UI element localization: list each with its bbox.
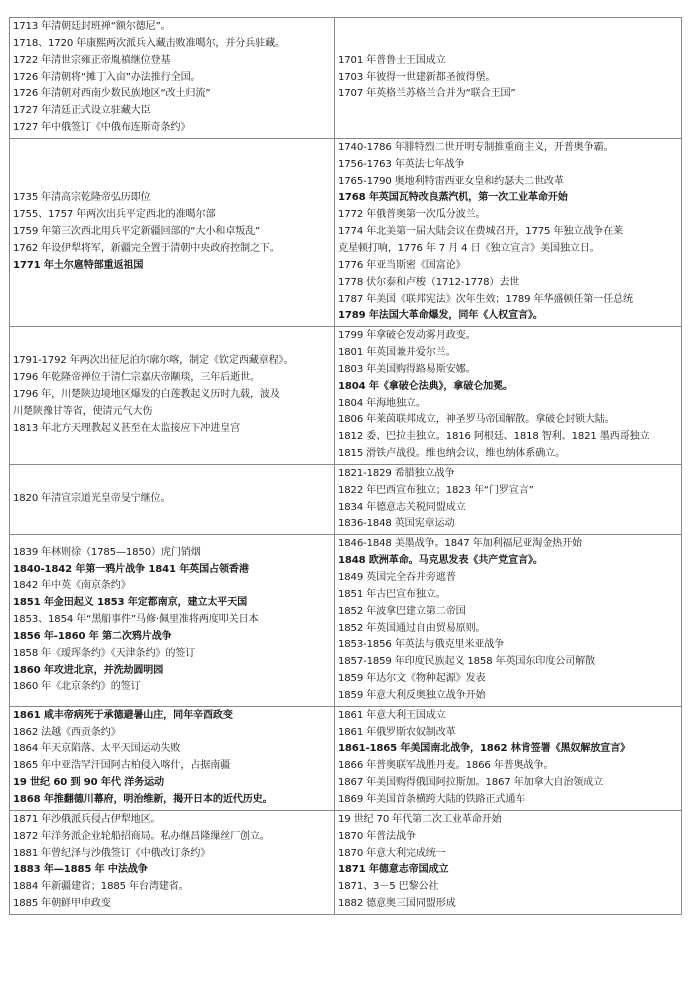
china-events-cell [10,138,335,326]
timeline-body [10,18,682,915]
china-events-cell [10,18,335,139]
timeline-row [10,535,682,706]
timeline-row [10,327,682,465]
world-event: 1772 年俄普奥第一次瓜分波兰。 [338,209,486,221]
world-events-cell [335,706,682,810]
world-events-cell [335,535,682,706]
china-event: 1735 年清高宗乾隆帝弘历即位 [13,192,151,204]
china-event: 1860 年攻进北京，并洗劫圆明园 [13,664,164,676]
world-event: 1849 英国完全吞并旁遮普 [338,572,456,583]
world-event: 1703 年彼得一世建新都圣彼得堡。 [338,71,496,83]
china-event: 19 世纪 60 到 90 年代 洋务运动 [13,777,164,789]
world-event: 1867 年美国购得俄国阿拉斯加。1867 年加拿大自治领成立 [338,777,604,789]
china-event: 1796 年乾隆帝禅位于清仁宗嘉庆帝颙琰，三年后逝世。 [13,372,260,384]
china-event: 1842 年中英《南京条约》 [13,580,131,592]
world-event: 1870 年意大利完成统一 [338,847,446,859]
china-event: 1865 年中亚浩罕汗国阿古柏侵入喀什，占据南疆 [13,760,231,772]
world-event: 1852 年英国通过自由贸易原则。 [338,622,486,634]
world-event: 1851 年古巴宣布独立。 [338,588,446,600]
world-events-cell [335,464,682,534]
china-event: 1722 年清世宗雍正帝胤禛继位登基 [13,54,171,66]
china-event: 1755、1757 年两次出兵平定西北的准噶尔部 [13,209,216,221]
china-event: 1839 年林则徐（1785—1850）虎门销烟 [13,546,201,558]
world-event [338,36,678,53]
china-event: 1796 年，川楚陕边境地区爆发的白莲教起义历时九载，波及 [13,389,280,401]
china-event: 1713 年清朝廷封班禅“额尔德尼”。 [13,21,171,32]
china-event: 1727 年中俄签订《中俄布连斯奇条约》 [13,122,191,134]
world-event: 1861 年意大利王国成立 [338,709,446,721]
world-event: 1870 年普法战争 [338,830,416,842]
china-event: 1868 年推翻德川幕府，明治维新，揭开日本的近代历史。 [13,793,273,805]
china-event: 1885 年朝鲜甲申政变 [13,898,111,910]
china-event: 1840-1842 年第一鸦片战争 1841 年英国占领香港 [13,563,249,575]
world-event: 1801 年英国兼并爱尔兰。 [338,347,456,359]
world-event: 克星顿打响，1776 年 7 月 4 日《独立宣言》美国独立日。 [338,242,600,254]
china-event: 1860 年《北京条约》的签订 [13,681,141,693]
world-event: 1768 年英国瓦特改良蒸汽机，第一次工业革命开始 [338,192,568,204]
china-events-cell [10,706,335,810]
china-event: 1727 年清廷正式设立驻藏大臣 [13,105,151,117]
world-event: 1701 年普鲁士王国成立 [338,54,446,66]
china-event: 1853、1854 年“黑船事件”马修·佩里准将两度叩关日本 [13,614,259,626]
timeline-row [10,464,682,534]
china-event: 1726 年清朝将“摊丁入亩”办法推行全国。 [13,71,201,83]
china-event: 川楚陕豫甘等省，使清元气大伤 [13,405,153,417]
world-event: 1803 年美国购得路易斯安娜。 [338,363,476,375]
world-event: 1707 年英格兰苏格兰合并为“联合王国” [338,88,516,100]
world-event: 1806 年莱茵联邦成立，神圣罗马帝国解散。拿破仑封锁大陆。 [338,414,615,426]
china-event: 1881 年曾纪泽与沙俄签订《中俄改订条约》 [13,847,211,859]
china-events-cell [10,464,335,534]
china-event: 1856 年-1860 年 第二次鸦片战争 [13,630,172,642]
world-event: 19 世纪 70 年代第二次工业革命开始 [338,813,502,825]
world-events-cell [335,138,682,326]
china-event: 1726 年清朝对西南少数民族地区“改土归流” [13,88,211,100]
world-event: 1804 年海地独立。 [338,397,426,409]
world-event: 1853-1856 年英法与俄克里米亚战争 [338,639,505,651]
china-event: 1872 年洋务派企业轮船招商局。私办继昌隆缫丝厂创立。 [13,830,270,842]
world-events-cell [335,810,682,914]
world-event: 1756-1763 年英法七年战争 [338,158,465,170]
china-events-cell [10,810,335,914]
world-event: 1787 年美国《联邦宪法》次年生效；1789 年华盛顿任第一任总统 [338,293,633,305]
world-event: 1765-1790 奥地利特雷西亚女皇和约瑟夫二世改革 [338,175,564,187]
world-event: 1857-1859 年印度民族起义 1858 年英国东印度公司解散 [338,656,595,668]
china-event: 1762 年设伊犁将军，新疆完全置于清朝中央政府控制之下。 [13,242,280,254]
world-event [338,103,678,120]
world-events-cell [335,327,682,465]
world-event: 1852 年波拿巴建立第二帝国 [338,605,466,617]
world-event: 1834 年德意志关税同盟成立 [338,501,466,513]
world-event: 1859 年意大利反奥独立战争开始 [338,689,486,701]
china-event: 1862 法越《西贡条约》 [13,726,121,738]
world-event: 1836-1848 英国宪章运动 [338,518,455,530]
world-event: 1866 年普奥联军战胜丹麦。1866 年普奥战争。 [338,760,554,772]
timeline-row [10,138,682,326]
timeline-row [10,18,682,139]
world-event [338,120,678,137]
timeline-row [10,706,682,810]
world-event: 1799 年拿破仑发动雾月政变。 [338,330,476,342]
world-event: 1774 年北美第一届大陆会议在费城召开，1775 年独立战争在莱 [338,226,623,238]
china-event: 1871 年沙俄派兵侵占伊犁地区。 [13,813,161,825]
world-event: 1812 委、巴拉圭独立。1816 阿根廷、1818 智利、1821 墨西哥独立 [338,431,650,443]
china-event: 1813 年北方天理教起义甚至在太监接应下冲进皇宫 [13,422,241,434]
world-event: 1859 年达尔文《物种起源》发表 [338,673,486,685]
world-event: 1882 德意奥三国同盟形成 [338,898,456,910]
world-event: 1848 欧洲革命。马克思发表《共产党宣言》。 [338,555,543,567]
world-event: 1822 年巴西宣布独立；1823 年“门罗宣言” [338,484,534,496]
world-event: 1871、3－5 巴黎公社 [338,881,439,893]
china-event: 1791-1792 年两次出征尼泊尔廓尔喀，制定《钦定西藏章程》。 [13,355,294,367]
world-event [338,19,678,36]
world-event: 1804 年《拿破仑法典》，拿破仑加冕。 [338,380,513,392]
china-event: 1771 年土尔扈特部重返祖国 [13,259,144,271]
china-events-cell [10,535,335,706]
china-event: 1884 年新疆建省；1885 年台湾建省。 [13,881,189,893]
world-event: 1861 年俄罗斯农奴制改革 [338,726,456,738]
world-event: 1846-1848 美墨战争。1847 年加利福尼亚淘金热开始 [338,538,582,550]
china-event: 1883 年—1885 年 中法战争 [13,864,148,876]
china-event: 1759 年第三次西北用兵平定新疆回部的“大小和卓叛乱” [13,226,261,238]
timeline-row [10,810,682,914]
world-event: 1869 年美国首条横跨大陆的铁路正式通车 [338,793,526,805]
china-event: 1718、1720 年康熙两次派兵入藏击败准噶尔，并分兵驻藏。 [13,37,285,49]
world-event: 1815 滑铁卢战役。维也纳会议，维也纳体系确立。 [338,448,566,460]
world-events-cell [335,18,682,139]
history-timeline-table [9,17,682,915]
china-event: 1858 年《瑷珲条约》《天津条约》的签订 [13,647,196,659]
world-event: 1778 伏尔泰和卢梭（1712-1778）去世 [338,276,520,288]
china-event: 1851 年金田起义 1853 年定都南京，建立太平天国 [13,597,248,609]
china-event: 1864 年天京陷落、太平天国运动失败 [13,743,181,755]
china-event: 1861 咸丰帝病死于承德避暑山庄，同年辛酉政变 [13,709,233,721]
world-event: 1821-1829 希腊独立战争 [338,467,455,479]
world-event: 1776 年亚当斯密《国富论》 [338,259,466,271]
china-events-cell [10,327,335,465]
world-event: 1861-1865 年美国南北战争，1862 林肯签署《黑奴解放宣言》 [338,743,631,755]
world-event: 1740-1786 年腓特烈二世开明专制推重商主义，开普奥争霸。 [338,141,614,153]
world-event: 1871 年德意志帝国成立 [338,864,449,876]
timeline-page [9,17,681,915]
world-event: 1789 年法国大革命爆发，同年《人权宣言》。 [338,310,543,322]
china-event: 1820 年清宣宗道光皇帝旻宁继位。 [13,493,171,505]
